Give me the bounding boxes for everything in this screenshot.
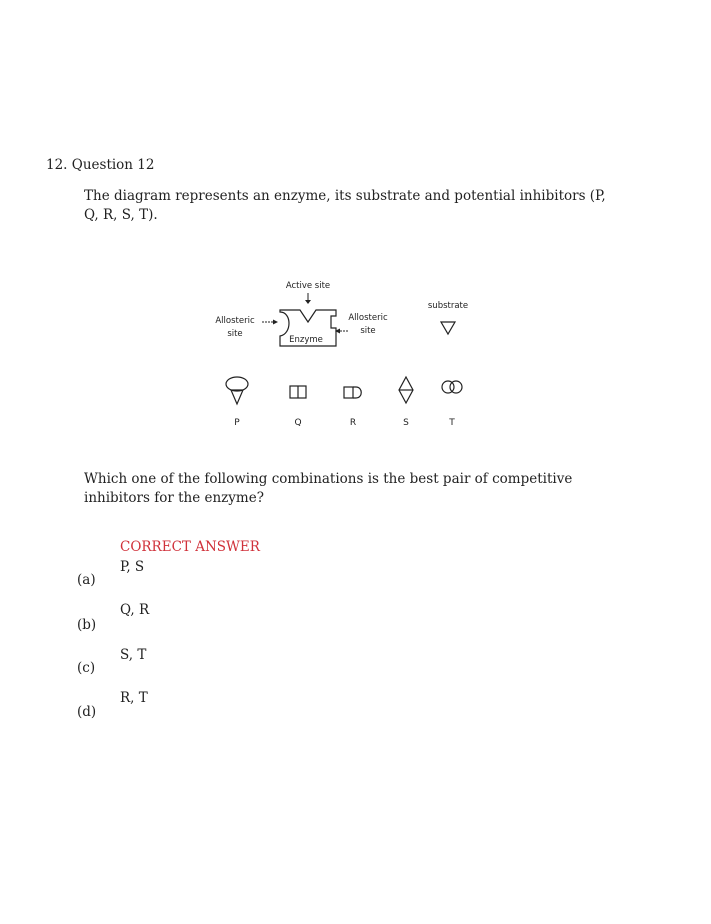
inhibitor-p-label: P [234, 418, 240, 428]
option-c-text[interactable]: S, T [120, 647, 147, 663]
option-b-label[interactable]: (b) [77, 617, 97, 633]
option-a-label[interactable]: (a) [77, 572, 96, 588]
inhibitor-q-shape [290, 386, 306, 398]
correct-answer-label: CORRECT ANSWER [120, 539, 260, 555]
allosteric-left-label-1: Allosteric [215, 316, 255, 326]
enzyme-label: Enzyme [289, 335, 323, 345]
inhibitor-r-shape [344, 387, 361, 398]
question-prompt: Which one of the following combinations is the best pair of competitive inhibitors for the enzyme? [84, 471, 573, 506]
option-a-text[interactable]: P, S [120, 559, 145, 575]
enzyme-diagram [200, 270, 500, 435]
substrate-shape [441, 322, 455, 334]
active-site-label: Active site [285, 281, 331, 291]
inhibitor-q-label: Q [294, 418, 302, 428]
allosteric-left-label-2: site [227, 329, 243, 339]
inhibitor-t-label: T [449, 418, 455, 428]
option-d-label[interactable]: (d) [77, 704, 97, 720]
inhibitor-p-shape [226, 377, 248, 404]
option-c-label[interactable]: (c) [77, 660, 96, 676]
question-header: 12. Question 12 [46, 157, 155, 173]
inhibitor-r-label: R [349, 418, 357, 428]
option-b-text[interactable]: Q, R [120, 602, 150, 618]
option-d-text[interactable]: R, T [120, 690, 148, 706]
inhibitor-s-shape [399, 377, 413, 403]
inhibitor-s-label: S [403, 418, 409, 428]
allosteric-right-label-1: Allosteric [348, 313, 388, 323]
substrate-label: substrate [427, 301, 469, 311]
allosteric-right-label-2: site [360, 326, 376, 336]
question-stem: The diagram represents an enzyme, its substrate and potential inhibitors (P, Q, R, S, T). [84, 188, 606, 223]
inhibitor-t-shape [442, 381, 462, 393]
